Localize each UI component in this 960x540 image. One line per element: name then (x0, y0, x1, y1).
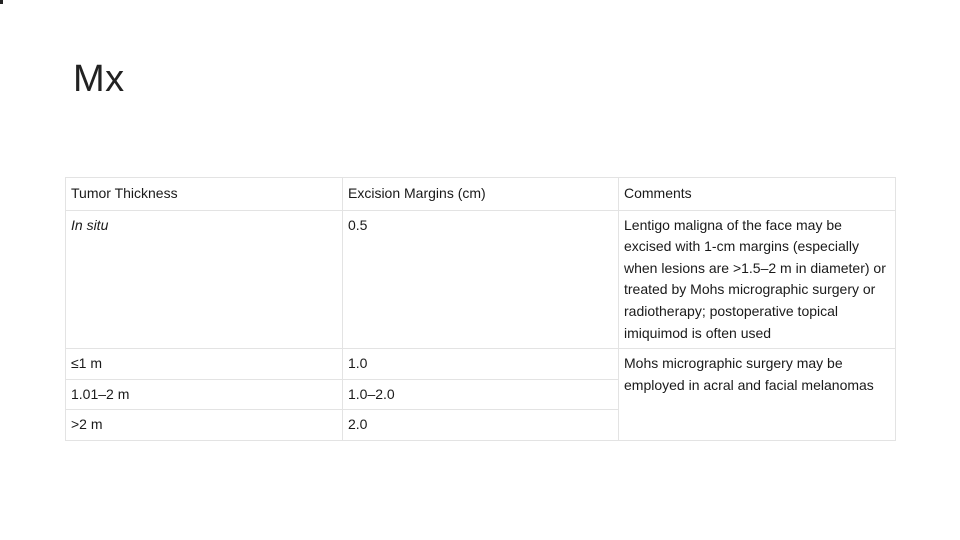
cell-margin: 2.0 (343, 410, 619, 441)
table-row (66, 349, 896, 380)
cell-thickness: In situ (66, 210, 343, 349)
table-row (66, 210, 896, 349)
cell-thickness: ≤1 m (66, 349, 343, 380)
corner-mark (0, 0, 3, 4)
cell-margin: 1.0 (343, 349, 619, 380)
table-header-row (66, 178, 896, 211)
cell-margin: 1.0–2.0 (343, 379, 619, 410)
header-excision-margins: Excision Margins (cm) (343, 178, 619, 211)
header-tumor-thickness: Tumor Thickness (66, 178, 343, 211)
slide-title: Mx (73, 58, 125, 100)
header-comments: Comments (619, 178, 896, 211)
cell-thickness: >2 m (66, 410, 343, 441)
cell-thickness: 1.01–2 m (66, 379, 343, 410)
cell-margin: 0.5 (343, 210, 619, 349)
cell-comment: Lentigo maligna of the face may be excised with 1-cm margins (especially when lesions are >1.5–2 m in diameter) or treated by Mohs micrographic surgery or radiotherapy; postoperative topical imiquimod is often used (619, 210, 896, 349)
cell-comment: Mohs micrographic surgery may be employed in acral and facial melanomas (619, 349, 896, 441)
margins-table (65, 177, 896, 441)
